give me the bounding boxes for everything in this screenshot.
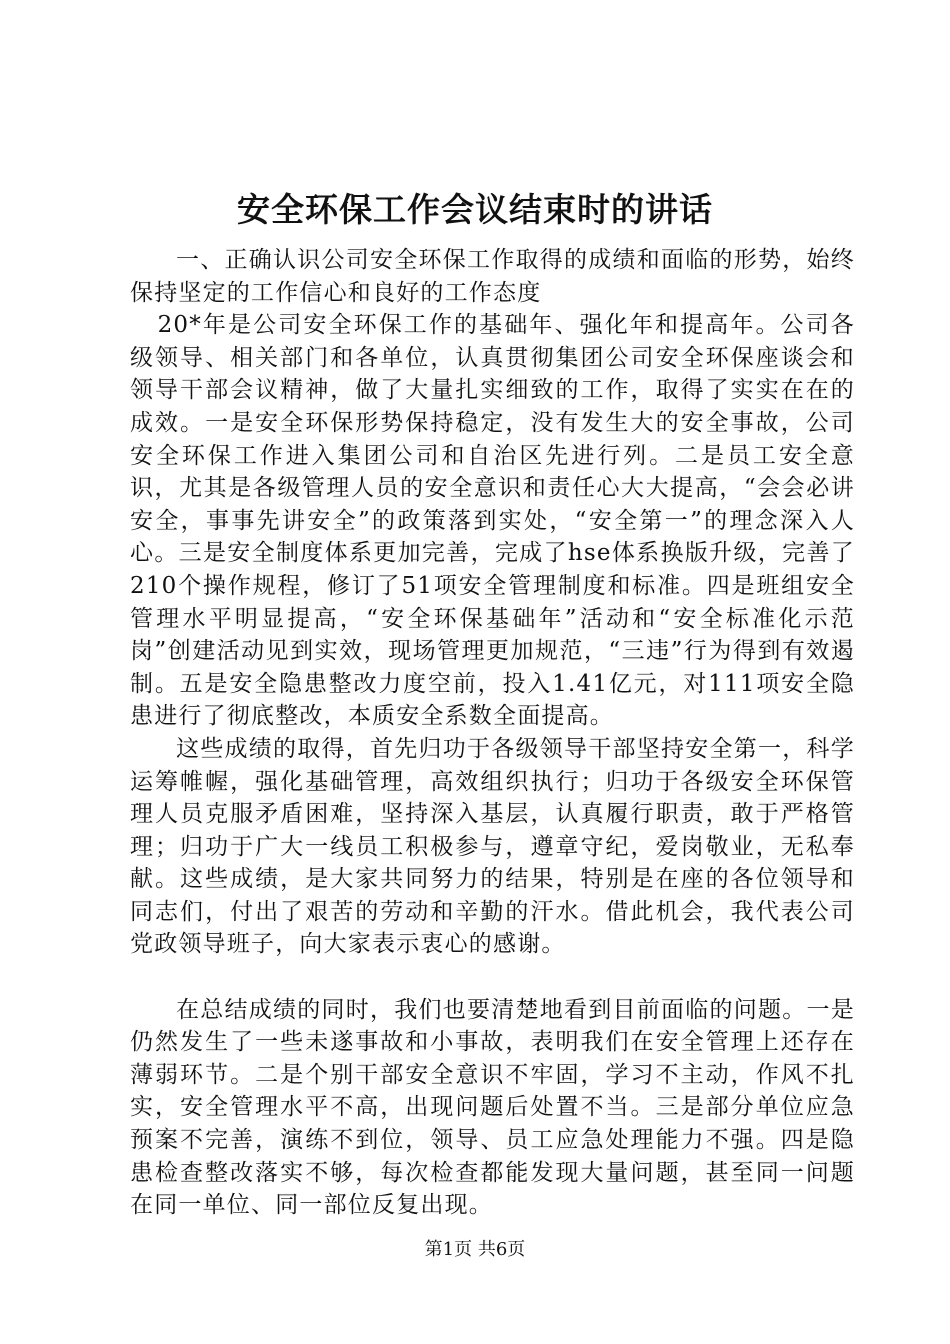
paragraph-spacer	[130, 961, 855, 994]
page-number-footer: 第1页 共6页	[424, 1239, 526, 1260]
document-body	[130, 244, 855, 1222]
document-title: 安全环保工作会议结束时的讲话	[237, 190, 713, 229]
section-heading-paragraph: 一、正确认识公司安全环保工作取得的成绩和面临的形势，始终保持坚定的工作信心和良好的工作态度	[130, 247, 855, 306]
body-paragraph: 在总结成绩的同时，我们也要清楚地看到目前面临的问题。一是仍然发生了一些未遂事故和小事故，表明我们在安全管理上还存在薄弱环节。二是个别干部安全意识不牢固，学习不主动，作风不扎实，安全管理水平不高，出现问题后处置不当。三是部分单位应急预案不完善，演练不到位，领导、员工应急处理能力不强。四是隐患检查整改落实不够，每次检查都能发现大量问题，甚至同一问题在同一单位、同一部位反复出现。	[130, 996, 855, 1219]
body-paragraph: 20*年是公司安全环保工作的基础年、强化年和提高年。公司各级领导、相关部门和各单位，认真贯彻集团公司安全环保座谈会和领导干部会议精神，做了大量扎实细致的工作，取得了实实在在的成效。一是安全环保形势保持稳定，没有发生大的安全事故，公司安全环保工作进入集团公司和自治区先进行列。二是员工安全意识，尤其是各级管理人员的安全意识和责任心大大提高，“会会必讲安全，事事先讲安全”的政策落到实处，“安全第一”的理念深入人心。三是安全制度体系更加完善，完成了hse体系换版升级，完善了210个操作规程，修订了51项安全管理制度和标准。四是班组安全管理水平明显提高，“安全环保基础年”活动和“安全标准化示范岗”创建活动见到实效，现场管理更加规范，“三违”行为得到有效遏制。五是安全隐患整改力度空前，投入1.41亿元，对111项安全隐患进行了彻底整改，本质安全系数全面提高。	[130, 312, 855, 730]
body-paragraph: 这些成绩的取得，首先归功于各级领导干部坚持安全第一，科学运筹帷幄，强化基础管理，高效组织执行；归功于各级安全环保管理人员克服矛盾困难，坚持深入基层，认真履行职责，敢于严格管理；归功于广大一线员工积极参与，遵章守纪，爱岗敬业，无私奉献。这些成绩，是大家共同努力的结果，特别是在座的各位领导和同志们，付出了艰苦的劳动和辛勤的汗水。借此机会，我代表公司党政领导班子，向大家表示衷心的感谢。	[130, 735, 855, 958]
